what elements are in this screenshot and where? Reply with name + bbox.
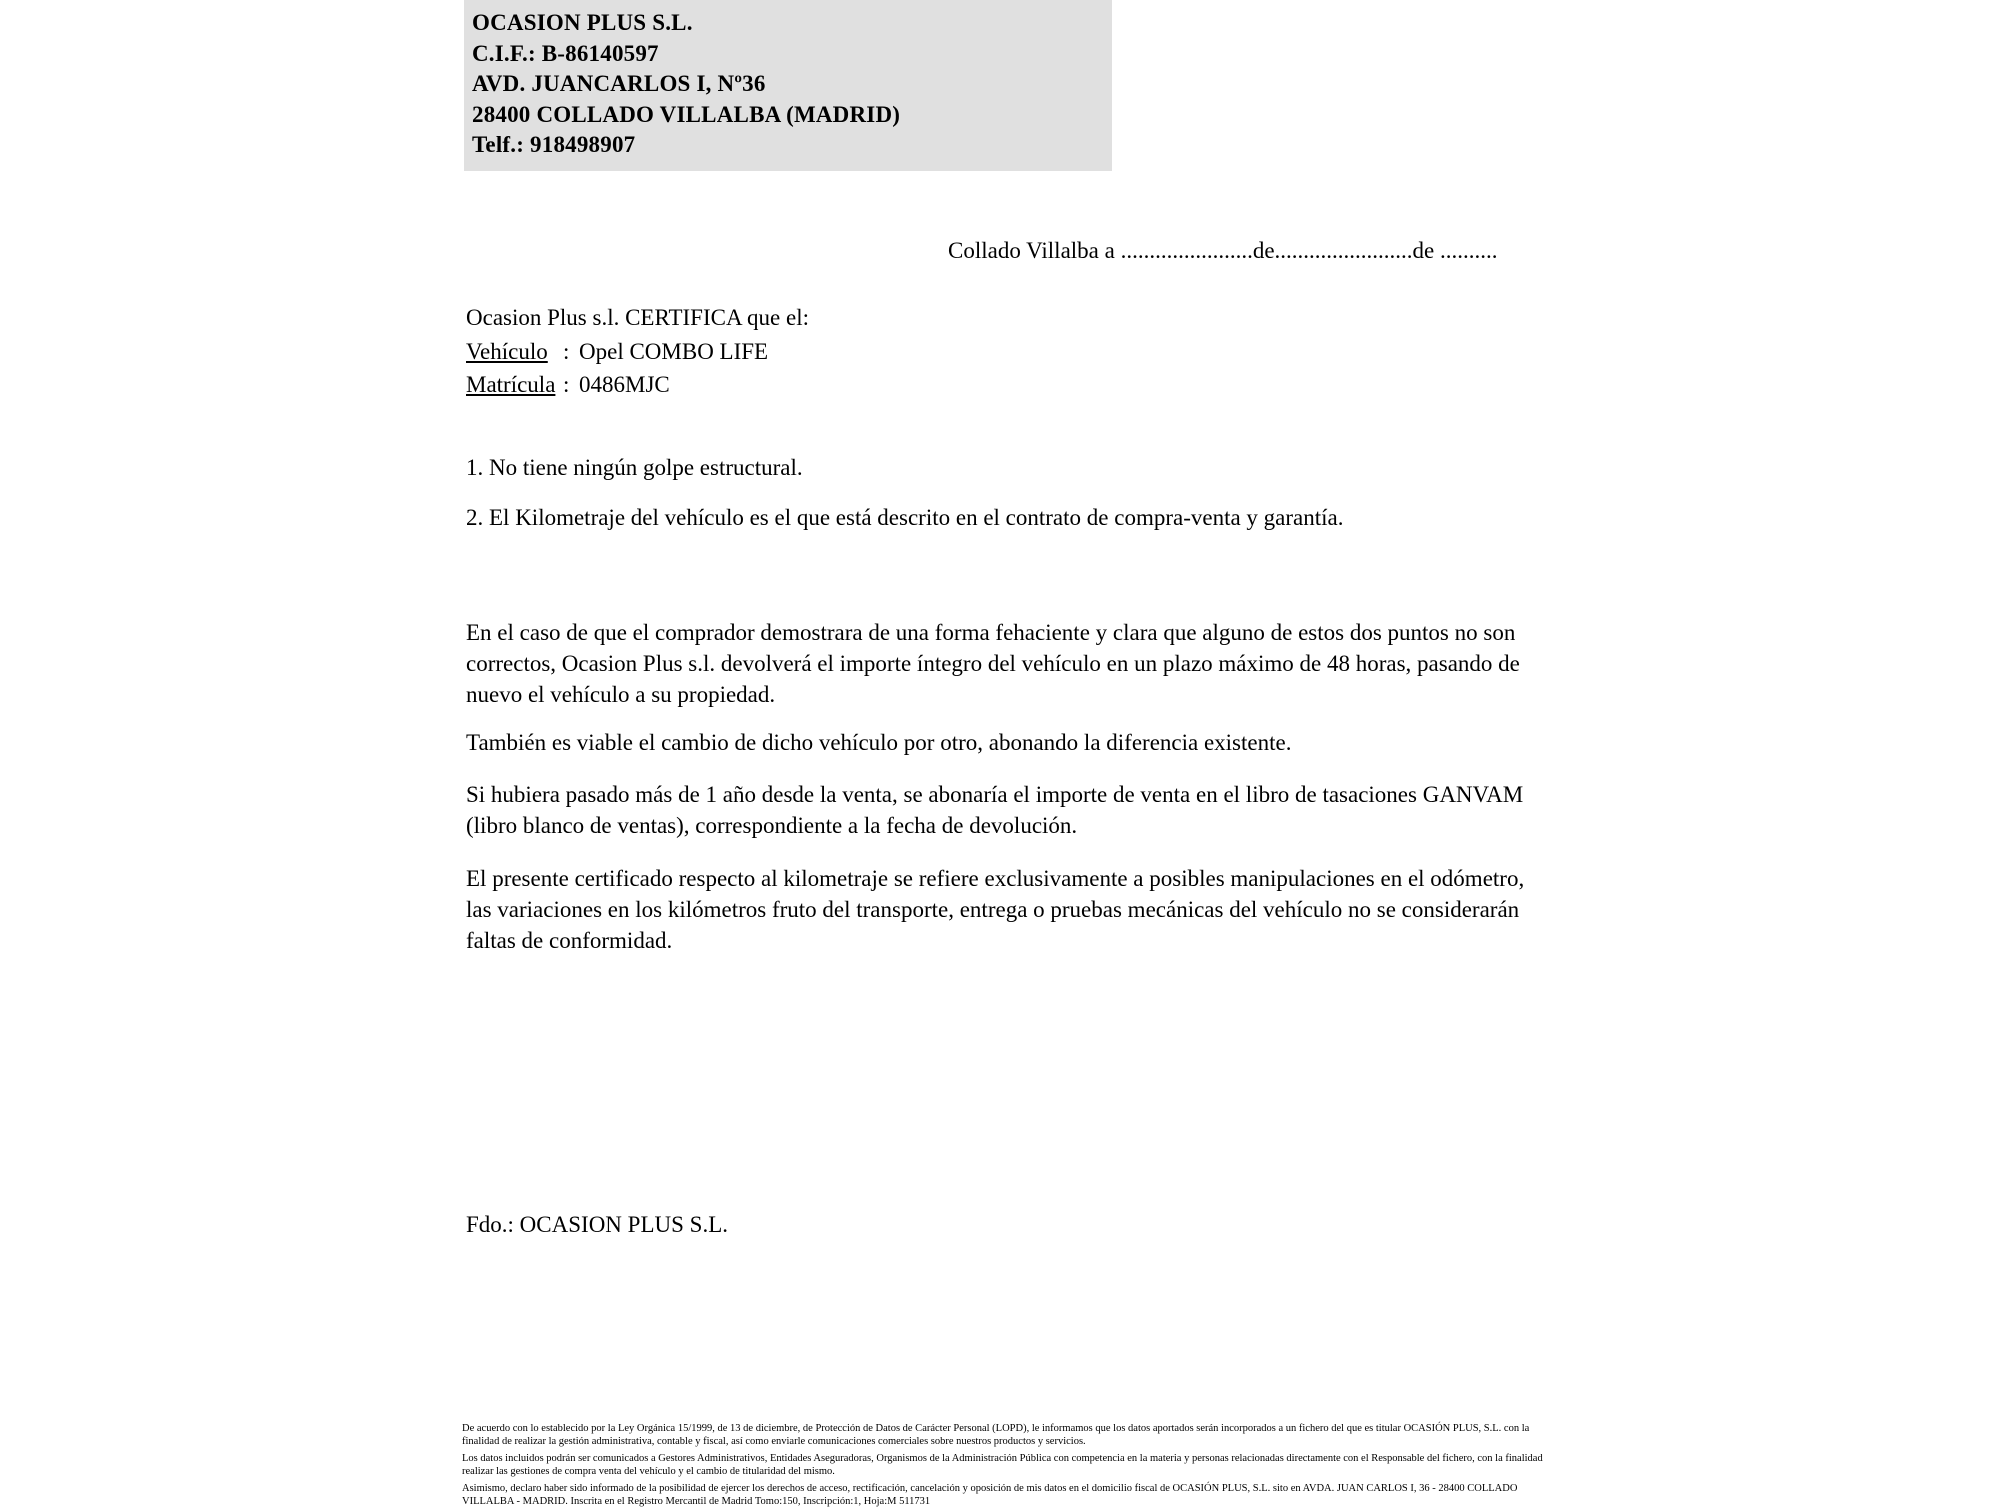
plate-label: Matrícula <box>466 372 556 398</box>
vehicle-separator: : <box>563 338 570 364</box>
certification-block <box>466 302 809 401</box>
letterhead-block <box>464 0 1112 171</box>
point-1: 1. No tiene ningún golpe estructural. <box>466 455 803 480</box>
point-2: 2. El Kilometraje del vehículo es el que está descrito en el contrato de compra-venta y garantía. <box>466 505 1344 530</box>
paragraph-odometer: El presente certificado respecto al kilometraje se refiere exclusivamente a posibles manipulaciones en el odómetro, las variaciones en los kilómetros fruto del transporte, entrega o pruebas mecánicas del vehículo no se considerarán faltas de conformidad. <box>466 866 1525 953</box>
plate-value: 0486MJC <box>579 372 670 398</box>
company-phone: Telf.: 918498907 <box>472 132 636 158</box>
plate-separator: : <box>563 372 570 398</box>
vehicle-label: Vehículo <box>466 338 548 364</box>
vehicle-value: Opel COMBO LIFE <box>579 338 769 364</box>
legal-paragraph-2: Los datos incluidos podrán ser comunicados a Gestores Administrativos, Entidades Aseguradoras, Organismos de la Administración Pública con competencia en la materia y personas relacionadas directamente con el Responsable del fichero, con la finalidad realizar las gestiones de compra venta del vehículo y el cambio de titularidad del mismo. <box>462 1452 1543 1478</box>
legal-paragraph-3: Asimismo, declaro haber sido informado de la posibilidad de ejercer los derechos de acceso, rectificación, cancelación y oposición de mis datos en el domicilio fiscal de OCASIÓN PLUS, S.L. sito en AVDA. JUAN CARLOS I, 36 - 28400 COLLADO VILLALBA - MADRID. Inscrita en el Registro Mercantil de Madrid Tomo:150, Inscripción:1, Hoja:M 511731 <box>462 1482 1518 1508</box>
paragraph-exchange: También es viable el cambio de dicho vehículo por otro, abonando la diferencia existente. <box>466 730 1292 755</box>
paragraph-refund: En el caso de que el comprador demostrara de una forma fehaciente y clara que alguno de estos dos puntos no son correctos, Ocasion Plus s.l. devolverá el importe íntegro del vehículo en un plazo máximo de 48 horas, pasando de nuevo el vehículo a su propiedad. <box>466 620 1520 707</box>
vehicle-row <box>466 336 809 368</box>
date-line: Collado Villalba a .......................de........................de .......... <box>948 238 1498 263</box>
company-address-street: AVD. JUANCARLOS I, Nº36 <box>472 71 766 97</box>
paragraph-ganvam: Si hubiera pasado más de 1 año desde la venta, se abonaría el importe de venta en el libro de tasaciones GANVAM (libro blanco de ventas), correspondiente a la fecha de devolución. <box>466 782 1524 838</box>
plate-row <box>466 369 809 401</box>
legal-paragraph-1: De acuerdo con lo establecido por la Ley Orgánica 15/1999, de 13 de diciembre, de Protección de Datos de Carácter Personal (LOPD), le informamos que los datos aportados serán incorporados a un fichero del que es titular OCASIÓN PLUS, S.L. con la finalidad de realizar la gestión administrativa, contable y fiscal, así como enviarle comunicaciones comerciales sobre nuestros productos y servicios. <box>462 1423 1530 1448</box>
company-name: OCASION PLUS S.L. <box>472 10 693 35</box>
signature-line: Fdo.: OCASION PLUS S.L. <box>466 1212 728 1237</box>
company-address-city: 28400 COLLADO VILLALBA (MADRID) <box>472 101 901 127</box>
certification-intro: Ocasion Plus s.l. CERTIFICA que el: <box>466 305 809 330</box>
legal-footer <box>462 1422 1552 1509</box>
company-cif: C.I.F.: B-86140597 <box>472 40 659 66</box>
